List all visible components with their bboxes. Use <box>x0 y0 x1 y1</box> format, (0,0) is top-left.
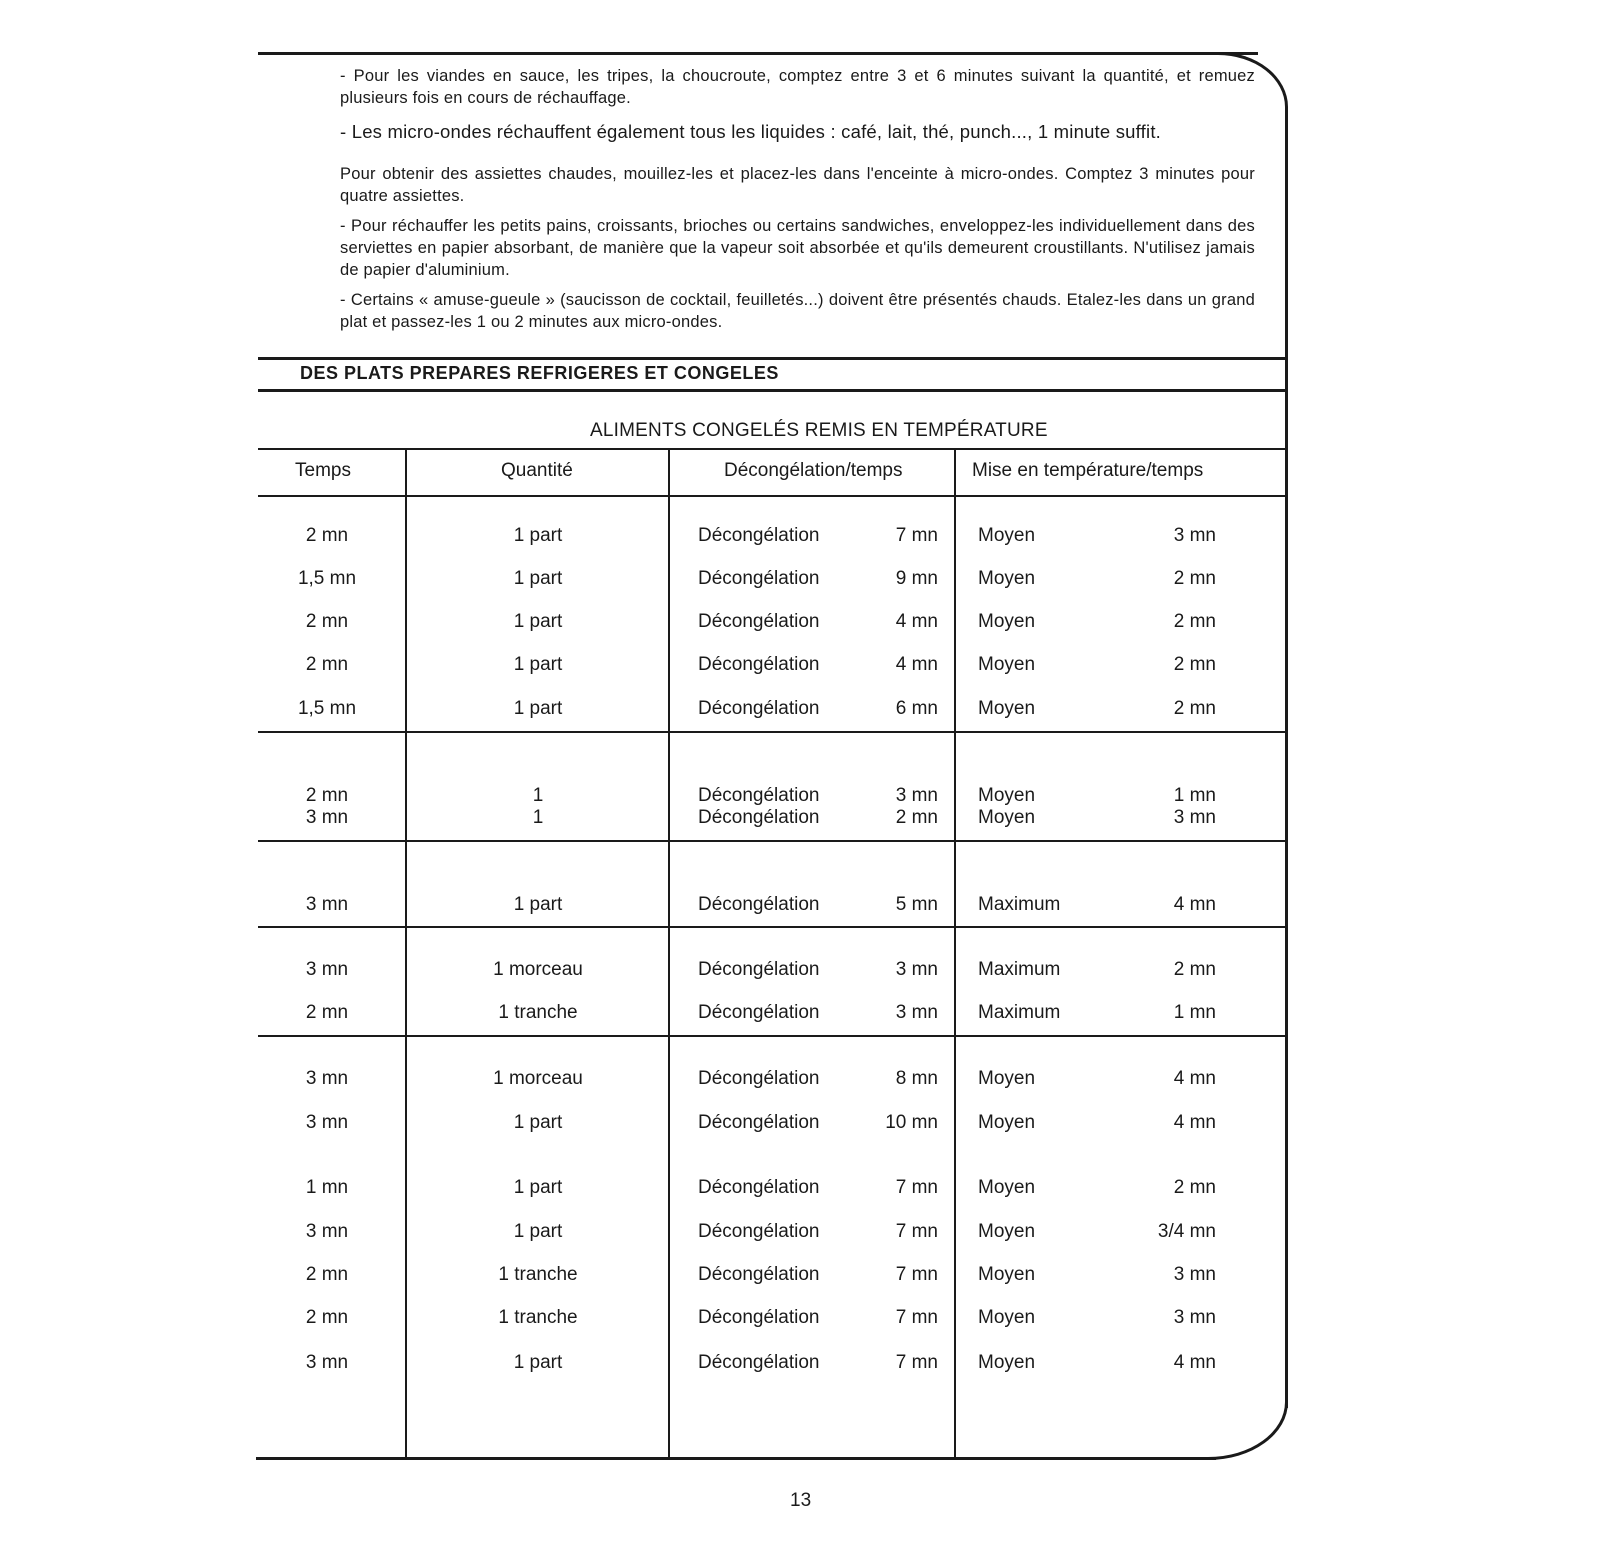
cell-quantite: 1 tranche <box>498 1264 578 1285</box>
cell-quantite: 1 <box>532 807 544 828</box>
cell-mise-mode: Moyen <box>978 785 1036 806</box>
intro-paragraph-appetizers: - Certains « amuse-gueule » (saucisson de cocktail, feuilletés...) doivent être présentés chauds. Etalez-les dans un grand plat et passez-les 1 ou 2 minutes aux micro-ondes. <box>340 291 1255 331</box>
cell-quantite: 1 part <box>513 1112 563 1133</box>
cell-decongelation-temps: 4 mn <box>895 654 938 675</box>
cell-decongelation: Décongélation <box>698 1112 820 1133</box>
intro-paragraph-liquids: - Les micro-ondes réchauffent également tous les liquides : café, lait, thé, punch..., 1 minute suffit. <box>340 121 1161 142</box>
cell-quantite: 1 part <box>513 654 563 675</box>
cell-decongelation: Décongélation <box>698 959 820 980</box>
cell-mise-mode: Maximum <box>978 959 1061 980</box>
cell-mise-mode: Moyen <box>978 1112 1036 1133</box>
intro-text <box>340 65 1255 333</box>
cell-decongelation: Décongélation <box>698 785 820 806</box>
cell-temps: 2 mn <box>305 785 349 806</box>
cell-decongelation-temps: 3 mn <box>895 1002 938 1023</box>
cell-decongelation: Décongélation <box>698 1177 820 1198</box>
cell-temps: 2 mn <box>305 611 349 632</box>
frame-top-rule <box>258 52 1258 55</box>
group-rule <box>258 731 1288 733</box>
cell-decongelation: Décongélation <box>698 807 820 828</box>
cell-mise-mode: Moyen <box>978 1068 1036 1089</box>
cell-temps: 2 mn <box>305 1002 349 1023</box>
cell-decongelation: Décongélation <box>698 1002 820 1023</box>
table-caption: ALIMENTS CONGELÉS REMIS EN TEMPÉRATURE <box>590 420 1048 441</box>
cell-temps: 2 mn <box>305 654 349 675</box>
cell-decongelation-temps: 6 mn <box>895 698 938 719</box>
cell-temps: 1,5 mn <box>297 698 357 719</box>
cell-mise-mode: Moyen <box>978 568 1036 589</box>
cell-decongelation-temps: 9 mn <box>895 568 938 589</box>
cell-mise-temps: 1 mn <box>1173 1002 1216 1023</box>
cell-decongelation-temps: 7 mn <box>895 1307 938 1328</box>
cell-quantite: 1 tranche <box>498 1002 578 1023</box>
cell-decongelation-temps: 4 mn <box>895 611 938 632</box>
cell-decongelation-temps: 10 mn <box>885 1112 938 1133</box>
cell-decongelation-temps: 7 mn <box>895 1221 938 1242</box>
cell-decongelation-temps: 3 mn <box>895 959 938 980</box>
cell-temps: 3 mn <box>305 894 349 915</box>
cell-quantite: 1 morceau <box>493 1068 583 1089</box>
cell-temps: 3 mn <box>305 807 349 828</box>
cell-decongelation: Décongélation <box>698 654 820 675</box>
cell-temps: 2 mn <box>305 1307 349 1328</box>
header-quantite: Quantité <box>501 460 573 481</box>
cell-mise-temps: 3/4 mn <box>1157 1221 1216 1242</box>
cell-mise-temps: 4 mn <box>1173 894 1216 915</box>
cell-temps: 2 mn <box>305 1264 349 1285</box>
cell-mise-mode: Moyen <box>978 1307 1036 1328</box>
cell-temps: 3 mn <box>305 1112 349 1133</box>
cell-decongelation: Décongélation <box>698 1264 820 1285</box>
cell-mise-mode: Moyen <box>978 1264 1036 1285</box>
cell-quantite: 1 <box>532 785 544 806</box>
cell-quantite: 1 part <box>513 698 563 719</box>
header-mise-en-temperature: Mise en température/temps <box>972 460 1204 481</box>
table-header-rule <box>258 495 1288 497</box>
cell-temps: 1,5 mn <box>297 568 357 589</box>
cell-mise-mode: Moyen <box>978 611 1036 632</box>
cell-decongelation: Décongélation <box>698 1068 820 1089</box>
column-divider-2 <box>668 448 670 1458</box>
cell-decongelation: Décongélation <box>698 1352 820 1373</box>
cell-mise-temps: 3 mn <box>1173 807 1216 828</box>
cell-mise-mode: Moyen <box>978 698 1036 719</box>
cell-mise-mode: Moyen <box>978 1177 1036 1198</box>
cell-mise-mode: Moyen <box>978 807 1036 828</box>
cell-temps: 3 mn <box>305 959 349 980</box>
cell-mise-temps: 2 mn <box>1173 654 1216 675</box>
cell-decongelation: Décongélation <box>698 611 820 632</box>
header-decongelation: Décongélation/temps <box>724 460 903 481</box>
cell-mise-temps: 2 mn <box>1173 611 1216 632</box>
cell-mise-mode: Moyen <box>978 1221 1036 1242</box>
cell-quantite: 1 part <box>513 1177 563 1198</box>
column-divider-3 <box>954 448 956 1458</box>
cell-mise-temps: 3 mn <box>1173 1264 1216 1285</box>
frozen-foods-table <box>258 448 1288 1458</box>
cell-quantite: 1 part <box>513 525 563 546</box>
group-rule <box>258 926 1288 928</box>
intro-paragraph-bread: - Pour réchauffer les petits pains, croissants, brioches ou certains sandwiches, enveloppez-les individuellement dans des serviettes en papier absorbant, de manière que la vapeur soit absorbée et qu'ils demeurent croustillants. N'utilisez jamais de papier d'aluminium. <box>340 217 1255 279</box>
section-rule-bottom <box>258 389 1288 392</box>
intro-paragraph-plates: Pour obtenir des assiettes chaudes, mouillez-les et placez-les dans l'enceinte à micro-ondes. Comptez 3 minutes pour quatre assiettes. <box>340 165 1255 205</box>
cell-mise-temps: 2 mn <box>1173 568 1216 589</box>
cell-mise-mode: Maximum <box>978 1002 1061 1023</box>
table-top-rule <box>258 448 1288 450</box>
page-number: 13 <box>790 1490 812 1511</box>
cell-mise-temps: 3 mn <box>1173 525 1216 546</box>
cell-quantite: 1 part <box>513 568 563 589</box>
cell-decongelation-temps: 7 mn <box>895 1352 938 1373</box>
cell-temps: 3 mn <box>305 1352 349 1373</box>
cell-decongelation: Décongélation <box>698 894 820 915</box>
cell-mise-mode: Maximum <box>978 894 1061 915</box>
cell-decongelation: Décongélation <box>698 1221 820 1242</box>
header-temps: Temps <box>295 460 351 481</box>
cell-mise-temps: 1 mn <box>1173 785 1216 806</box>
cell-quantite: 1 tranche <box>498 1307 578 1328</box>
cell-mise-temps: 2 mn <box>1173 1177 1216 1198</box>
cell-decongelation-temps: 5 mn <box>895 894 938 915</box>
cell-quantite: 1 part <box>513 1221 563 1242</box>
cell-decongelation-temps: 7 mn <box>895 1264 938 1285</box>
cell-mise-temps: 4 mn <box>1173 1112 1216 1133</box>
section-title: DES PLATS PREPARES REFRIGERES ET CONGELES <box>300 363 779 383</box>
cell-temps: 1 mn <box>305 1177 349 1198</box>
cell-quantite: 1 morceau <box>493 959 583 980</box>
cell-decongelation: Décongélation <box>698 1307 820 1328</box>
section-rule-top <box>258 357 1288 360</box>
cell-decongelation: Décongélation <box>698 568 820 589</box>
cell-mise-mode: Moyen <box>978 654 1036 675</box>
cell-decongelation-temps: 3 mn <box>895 785 938 806</box>
cell-decongelation: Décongélation <box>698 698 820 719</box>
cell-decongelation-temps: 8 mn <box>895 1068 938 1089</box>
group-rule <box>258 1035 1288 1037</box>
cell-mise-temps: 4 mn <box>1173 1352 1216 1373</box>
cell-temps: 3 mn <box>305 1221 349 1242</box>
cell-temps: 2 mn <box>305 525 349 546</box>
cell-decongelation-temps: 2 mn <box>895 807 938 828</box>
cell-mise-temps: 2 mn <box>1173 959 1216 980</box>
cell-temps: 3 mn <box>305 1068 349 1089</box>
intro-paragraph-sauces: - Pour les viandes en sauce, les tripes, la choucroute, comptez entre 3 et 6 minutes suivant la quantité, et remuez plusieurs fois en cours de réchauffage. <box>340 67 1255 107</box>
cell-decongelation: Décongélation <box>698 525 820 546</box>
cell-quantite: 1 part <box>513 611 563 632</box>
cell-mise-mode: Moyen <box>978 525 1036 546</box>
cell-quantite: 1 part <box>513 1352 563 1373</box>
cell-mise-mode: Moyen <box>978 1352 1036 1373</box>
cell-quantite: 1 part <box>513 894 563 915</box>
cell-decongelation-temps: 7 mn <box>895 1177 938 1198</box>
cell-mise-temps: 3 mn <box>1173 1307 1216 1328</box>
cell-mise-temps: 4 mn <box>1173 1068 1216 1089</box>
cell-decongelation-temps: 7 mn <box>895 525 938 546</box>
cell-mise-temps: 2 mn <box>1173 698 1216 719</box>
group-rule <box>258 840 1288 842</box>
